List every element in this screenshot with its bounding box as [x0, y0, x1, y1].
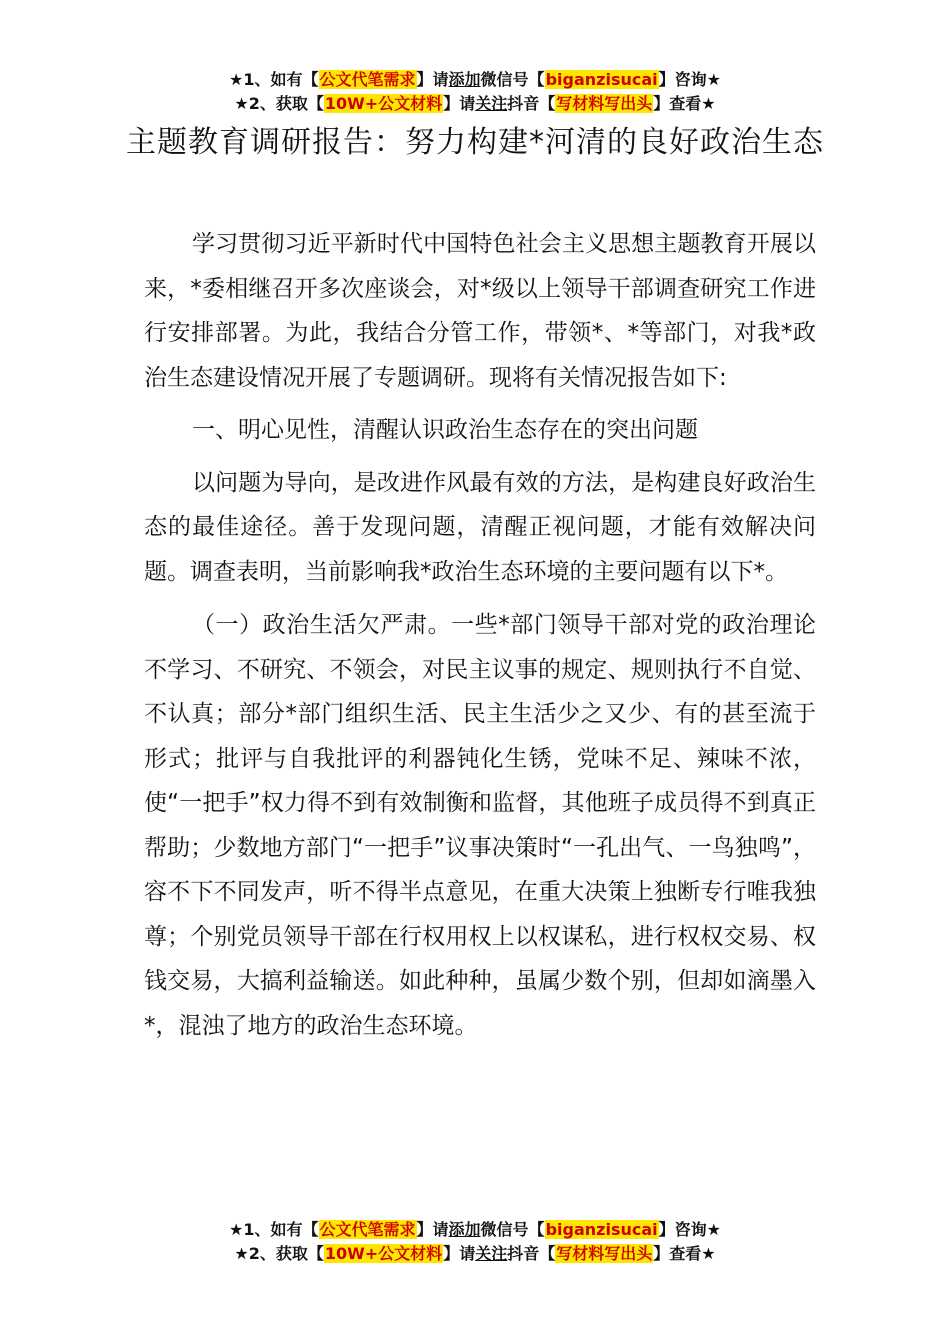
body-paragraph: （一）政治生活欠严肃。一些*部门领导干部对党的政治理论不学习、不研究、不领会，对民主议事的规定、规则执行不自觉、不认真；部分*部门组织生活、民主生活少之又少、有的甚至流于形式；批评与自我批评的利器钝化生锈，党味不足、辣味不浓，使“一把手”权力得不到有效制衡和监督，其他班子成员得不到真正帮助；少数地方部门“一把手”议事决策时“一孔出气、一鸟独鸣”，容不下不同发声，听不得半点意见，在重大决策上独断专行唯我独尊；个别党员领导干部在行权用权上以权谋私，进行权权交易、权钱交易，大搞利益输送。如此种种，虽属少数个别，但却如滴墨入*，混浊了地方的政治生态环境。 [144, 612, 816, 1039]
highlight-materials: 10W+公文材料 [324, 1244, 443, 1263]
banner-line-1: ★1、如有【公文代笔需求】请添加微信号【biganzisucai】咨询★ [229, 70, 721, 89]
highlight-wechat-id: biganzisucai [545, 70, 658, 89]
highlight-service: 公文代笔需求 [319, 1220, 416, 1239]
highlight-douyin-id: 写材料写出头 [556, 1244, 653, 1263]
banner-line-2: ★2、获取【10W+公文材料】请关注抖音【写材料写出头】查看★ [234, 1244, 716, 1263]
document-body [144, 222, 816, 1048]
banner-line-1: ★1、如有【公文代笔需求】请添加微信号【biganzisucai】咨询★ [229, 1220, 721, 1239]
body-paragraph: 以问题为导向，是改进作风最有效的方法，是构建良好政治生态的最佳途径。善于发现问题，清醒正视问题，才能有效解决问题。调查表明，当前影响我*政治生态环境的主要问题有以下*。 [144, 469, 816, 585]
header-banner [0, 68, 950, 116]
footer-banner [0, 1218, 950, 1266]
document-title: 主题教育调研报告：努力构建*河清的良好政治生态 [126, 125, 824, 160]
highlight-wechat-id: biganzisucai [545, 1220, 658, 1239]
intro-paragraph: 学习贯彻习近平新时代中国特色社会主义思想主题教育开展以来，*委相继召开多次座谈会，对*级以上领导干部调查研究工作进行安排部署。为此，我结合分管工作，带领*、*等部门，对我*政治生态建设情况开展了专题调研。现将有关情况报告如下: [144, 231, 816, 391]
highlight-douyin-id: 写材料写出头 [556, 94, 653, 113]
highlight-service: 公文代笔需求 [319, 70, 416, 89]
section-heading: 一、明心见性，清醒认识政治生态存在的突出问题 [192, 417, 698, 443]
highlight-materials: 10W+公文材料 [324, 94, 443, 113]
banner-line-2: ★2、获取【10W+公文材料】请关注抖音【写材料写出头】查看★ [234, 94, 716, 113]
